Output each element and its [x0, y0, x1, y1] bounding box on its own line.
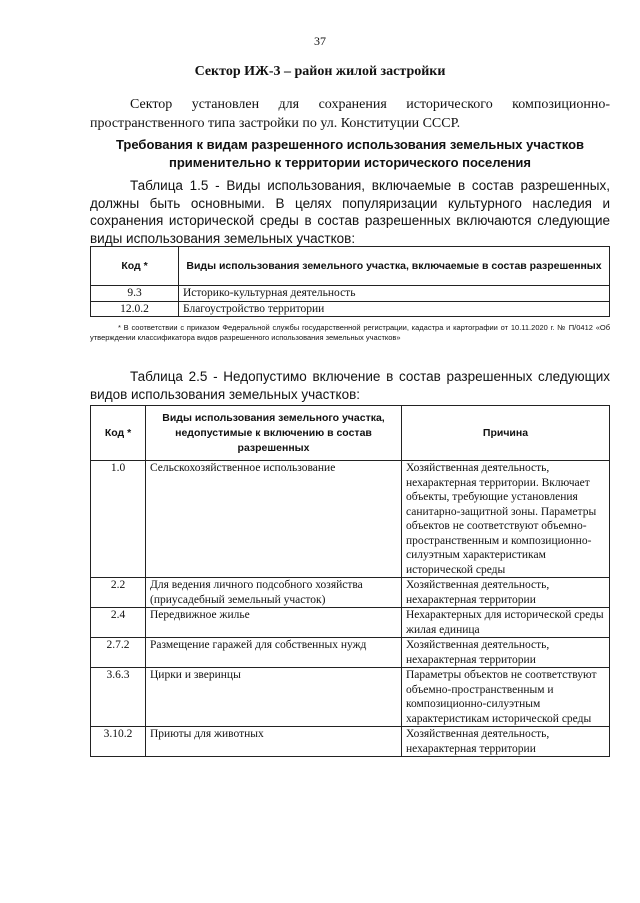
table-header-row: [91, 406, 610, 461]
page-number: 37: [314, 34, 326, 48]
footnote: * В соответствии с приказом Федеральной службы государственной регистрации, кадастра и картографии от 10.11.2020 г. № П/0412 «Об утверждении классификатора видов разрешенного использования земельных участков»: [90, 323, 610, 342]
use-name-cell: Приюты для животных: [146, 727, 402, 757]
reason-cell: Хозяйственная деятельность, нехарактерная территории. Включает объекты, требующие установления санитарно-защитной зоны. Параметры объектов не соответствуют объемно-пространственным и композиционно-силуэтным характеристикам исторической среды: [402, 461, 610, 578]
code-cell: 3.10.2: [91, 727, 146, 757]
code-header: Код *: [91, 247, 179, 286]
code-cell: 12.0.2: [91, 301, 179, 317]
code-cell: 9.3: [91, 286, 179, 302]
use-name-cell: Цирки и зверинцы: [146, 668, 402, 727]
reason-header: Причина: [402, 406, 610, 461]
code-header: Код *: [91, 406, 146, 461]
use-name-cell: Передвижное жилье: [146, 608, 402, 638]
reason-cell: Параметры объектов не соответствуют объемно-пространственным и композиционно-силуэтным характеристикам исторической среды: [402, 668, 610, 727]
use-type-header: Виды использования земельного участка, включаемые в состав разрешенных: [179, 247, 610, 286]
use-name-cell: Размещение гаражей для собственных нужд: [146, 638, 402, 668]
table-header-row: [91, 247, 610, 286]
code-cell: 2.7.2: [91, 638, 146, 668]
table-row: [91, 461, 610, 578]
code-cell: 1.0: [91, 461, 146, 578]
requirements-heading: Требования к видам разрешенного использования земельных участков применительно к территории исторического поселения: [115, 137, 584, 170]
reason-cell: Нехарактерных для исторической среды жилая единица: [402, 608, 610, 638]
use-type-header: Виды использования земельного участка, недопустимые к включению в состав разрешенных: [146, 406, 402, 461]
reason-cell: Хозяйственная деятельность, нехарактерная территории: [402, 638, 610, 668]
use-name-cell: Историко-культурная деятельность: [179, 286, 610, 302]
table1-caption: Таблица 1.5 - Виды использования, включаемые в состав разрешенных, должны быть основными. В целях популяризации культурного наследия и сохранения исторической среды в состав разрешенных включаются следующие виды использования земельных участков:: [90, 178, 610, 246]
table-row: [91, 286, 610, 302]
code-cell: 2.4: [91, 608, 146, 638]
code-cell: 3.6.3: [91, 668, 146, 727]
use-name-cell: Сельскохозяйственное использование: [146, 461, 402, 578]
allowed-uses-table: [90, 246, 610, 317]
table-row: [91, 638, 610, 668]
table-row: [91, 578, 610, 608]
table-row: [91, 668, 610, 727]
code-cell: 2.2: [91, 578, 146, 608]
table-row: [91, 608, 610, 638]
reason-cell: Хозяйственная деятельность, нехарактерная территории: [402, 578, 610, 608]
table2-caption: Таблица 2.5 - Недопустимо включение в состав разрешенных следующих видов использования земельных участков:: [90, 369, 610, 402]
section-title: Сектор ИЖ-3 – район жилой застройки: [194, 64, 446, 79]
table-row: [91, 301, 610, 317]
use-name-cell: Для ведения личного подсобного хозяйства (приусадебный земельный участок): [146, 578, 402, 608]
prohibited-uses-table: [90, 405, 610, 757]
use-name-cell: Благоустройство территории: [179, 301, 610, 317]
table-row: [91, 727, 610, 757]
reason-cell: Хозяйственная деятельность, нехарактерная территории: [402, 727, 610, 757]
intro-paragraph: Сектор установлен для сохранения исторического композиционно-пространственного типа застройки по ул. Конституции СССР.: [90, 97, 610, 131]
